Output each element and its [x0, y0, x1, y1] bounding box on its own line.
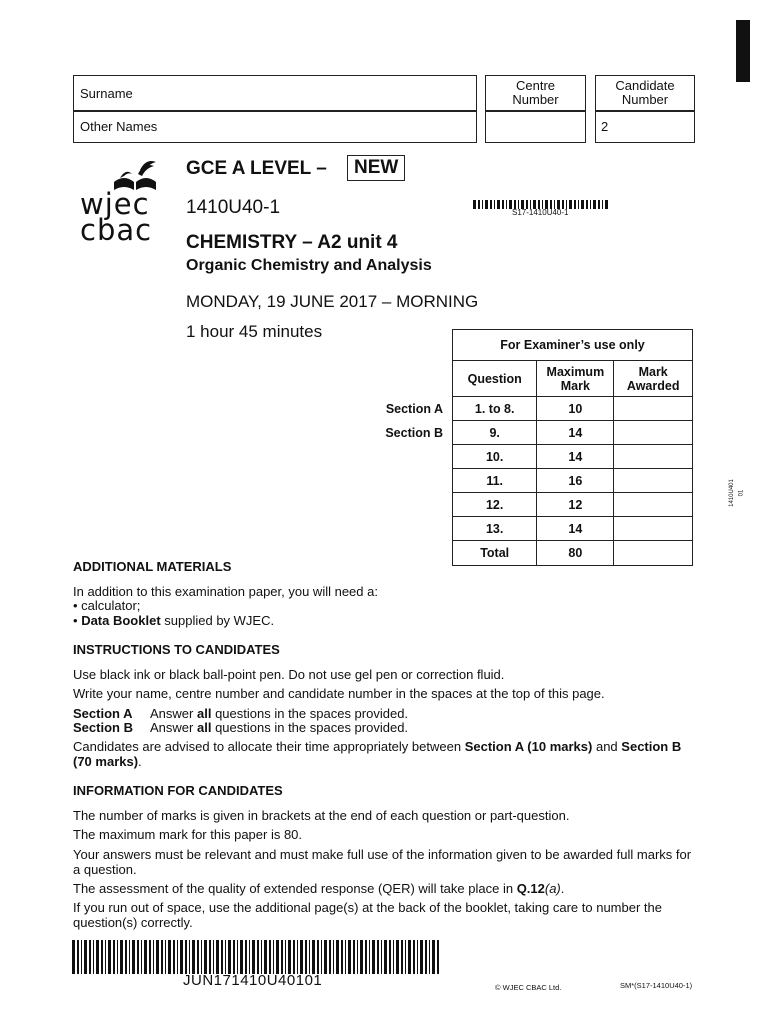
barcode-stripe	[578, 200, 579, 209]
table-row	[453, 493, 693, 517]
barcode-stripe	[257, 940, 259, 974]
barcode-stripe	[225, 940, 226, 974]
barcode-stripe	[269, 940, 271, 974]
centre-number-label: Centre Number	[512, 78, 559, 107]
section-a-rest: questions in the spaces provided.	[215, 706, 409, 721]
registration-mark	[736, 20, 750, 82]
additional-materials-item1: • calculator;	[73, 598, 141, 613]
barcode-stripe	[117, 940, 118, 974]
barcode-stripe	[381, 940, 382, 974]
barcode-stripe	[161, 940, 163, 974]
barcode-stripe	[341, 940, 343, 974]
advice-and: and	[595, 739, 618, 754]
barcode-stripe	[165, 940, 166, 974]
barcode-stripe	[324, 940, 327, 974]
barcode-stripe	[189, 940, 190, 974]
main-barcode	[72, 940, 443, 974]
mark-awarded-cell[interactable]	[614, 445, 693, 469]
information-heading: INFORMATION FOR CANDIDATES	[73, 783, 283, 798]
question-cell: 12.	[453, 493, 537, 517]
surname-label: Surname	[80, 86, 133, 101]
barcode-stripe	[357, 940, 358, 974]
instructions-heading: INSTRUCTIONS TO CANDIDATES	[73, 642, 280, 657]
barcode-stripe	[413, 940, 415, 974]
answer-text: Answer	[150, 720, 194, 735]
barcode-stripe	[336, 940, 339, 974]
barcode-stripe	[569, 200, 572, 209]
all-text: all	[196, 706, 212, 721]
barcode-stripe	[204, 940, 207, 974]
logo-wjec-text: wjec	[80, 187, 150, 221]
data-booklet-text: Data Booklet	[81, 613, 161, 628]
barcode-stripe	[177, 940, 178, 974]
barcode-stripe	[305, 940, 307, 974]
barcode-stripe	[345, 940, 346, 974]
barcode-stripe	[101, 940, 103, 974]
barcode-stripe	[192, 940, 195, 974]
barcode-stripe	[81, 940, 82, 974]
barcode-stripe	[113, 940, 115, 974]
bullet: •	[73, 613, 78, 628]
barcode-stripe	[401, 940, 403, 974]
barcode-stripe	[209, 940, 211, 974]
paper-code: 1410U40-1	[186, 197, 281, 218]
barcode-stripe	[105, 940, 106, 974]
centre-number-field[interactable]	[485, 110, 586, 143]
barcode-stripe	[293, 940, 295, 974]
barcode-stripe	[273, 940, 274, 974]
question-cell: 1. to 8.	[453, 397, 537, 421]
barcode-stripe	[72, 940, 75, 974]
barcode-stripe	[276, 940, 279, 974]
barcode-stripe	[574, 200, 576, 209]
all-text: all	[196, 720, 212, 735]
qer-question: Q.12	[516, 881, 545, 896]
main-barcode-text: JUN171410U40101	[183, 972, 323, 989]
barcode-stripe	[389, 940, 391, 974]
barcode-stripe	[300, 940, 303, 974]
barcode-stripe	[581, 200, 584, 209]
information-line4	[73, 881, 564, 896]
instructions-line2: Write your name, centre number and candidate number in the spaces at the top of this page.	[73, 686, 605, 701]
barcode-stripe	[312, 940, 315, 974]
barcode-stripe	[297, 940, 298, 974]
side-code-line2: 01	[738, 489, 745, 497]
barcode-stripe	[144, 940, 147, 974]
barcode-stripe	[216, 940, 219, 974]
barcode-stripe	[598, 200, 600, 209]
instructions-section-a	[73, 706, 408, 721]
barcode-stripe	[408, 940, 411, 974]
barcode-stripe	[149, 940, 151, 974]
barcode-stripe	[333, 940, 334, 974]
barcode-stripe	[89, 940, 91, 974]
level-title: GCE A LEVEL –	[186, 158, 327, 179]
advice-end: .	[138, 754, 142, 769]
logo-cbac-text: cbac	[80, 213, 153, 247]
barcode-stripe	[285, 940, 286, 974]
centre-number-header	[485, 75, 586, 112]
section-a-text: Section A	[73, 706, 133, 721]
barcode-stripe	[405, 940, 406, 974]
information-line2: The maximum mark for this paper is 80.	[73, 827, 303, 842]
instructions-section-b	[73, 720, 408, 735]
barcode-stripe	[153, 940, 154, 974]
barcode-stripe	[482, 200, 483, 209]
examiner-table	[452, 329, 693, 566]
barcode-stripe	[156, 940, 159, 974]
barcode-stripe	[377, 940, 379, 974]
barcode-stripe	[309, 940, 310, 974]
table-row	[453, 397, 693, 421]
exam-duration: 1 hour 45 minutes	[186, 322, 323, 341]
barcode-stripe	[221, 940, 223, 974]
copyright: © WJEC CBAC Ltd.	[495, 983, 562, 992]
wjec-logo	[80, 160, 160, 245]
subject-subtitle: Organic Chemistry and Analysis	[186, 257, 432, 274]
total-label: Total	[453, 541, 537, 566]
barcode-stripe	[261, 940, 262, 974]
table-row	[453, 469, 693, 493]
barcode-stripe	[417, 940, 418, 974]
barcode-stripe	[197, 940, 199, 974]
total-value: 80	[537, 541, 614, 566]
barcode-stripe	[372, 940, 375, 974]
barcode-stripe	[201, 940, 202, 974]
max-mark-cell: 10	[537, 397, 614, 421]
candidate-number-header	[595, 75, 695, 112]
barcode-stripe	[494, 200, 495, 209]
candidate-number-field[interactable]	[595, 110, 695, 143]
barcode-stripe	[360, 940, 363, 974]
subject-title: CHEMISTRY – A2 unit 4	[186, 232, 398, 253]
question-cell: 11.	[453, 469, 537, 493]
barcode-stripe	[129, 940, 130, 974]
additional-materials-item2	[73, 613, 274, 628]
mark-awarded-cell[interactable]	[614, 517, 693, 541]
barcode-stripe	[605, 200, 608, 209]
barcode-stripe	[490, 200, 492, 209]
exam-date: MONDAY, 19 JUNE 2017 – MORNING	[186, 292, 479, 311]
barcode-stripe	[120, 940, 123, 974]
barcode-stripe	[237, 940, 238, 974]
col-awarded-header: Mark Awarded	[614, 361, 693, 397]
table-row	[453, 421, 693, 445]
barcode-stripe	[425, 940, 427, 974]
additional-materials-intro: In addition to this examination paper, you will need a:	[73, 584, 378, 599]
barcode-stripe	[96, 940, 99, 974]
barcode-stripe	[233, 940, 235, 974]
barcode-stripe	[593, 200, 596, 209]
section-b-label: Section B	[385, 426, 443, 440]
barcode-stripe	[132, 940, 135, 974]
qer-part: (a)	[544, 881, 561, 896]
barcode-stripe	[396, 940, 399, 974]
examiner-caption: For Examiner’s use only	[453, 330, 693, 361]
side-code-line1: 1410U401	[728, 479, 735, 507]
barcode-stripe	[173, 940, 175, 974]
max-mark-cell: 16	[537, 469, 614, 493]
section-b-text: Section B	[73, 720, 133, 735]
section-a-label: Section A	[385, 402, 443, 416]
candidate-number-label: Candidate Number	[615, 78, 675, 107]
barcode-stripe	[420, 940, 423, 974]
barcode-stripe	[506, 200, 507, 209]
max-mark-cell: 12	[537, 493, 614, 517]
advice-section-b: Section B (70 marks)	[73, 739, 682, 769]
barcode-stripe	[485, 200, 488, 209]
barcode-stripe	[384, 940, 387, 974]
instructions-line1: Use black ink or black ball-point pen. Do not use gel pen or correction fluid.	[73, 667, 505, 682]
barcode-stripe	[317, 940, 319, 974]
mark-awarded-cell[interactable]	[614, 493, 693, 517]
other-names-field[interactable]	[73, 110, 477, 143]
barcode-stripe	[137, 940, 139, 974]
barcode-stripe	[168, 940, 171, 974]
mark-awarded-cell[interactable]	[614, 397, 693, 421]
section-b-rest: questions in the spaces provided.	[215, 720, 409, 735]
barcode-stripe	[602, 200, 603, 209]
barcode-stripe	[264, 940, 267, 974]
barcode-stripe	[249, 940, 250, 974]
col-question-header: Question	[453, 361, 537, 397]
max-mark-cell: 14	[537, 421, 614, 445]
footer-ref: SM*(S17-1410U40-1)	[620, 981, 693, 990]
answer-text: Answer	[150, 706, 194, 721]
barcode-stripe	[141, 940, 142, 974]
advice-section-a: Section A (10 marks)	[464, 739, 593, 754]
barcode-stripe	[369, 940, 370, 974]
candidate-number-value: 2	[601, 119, 609, 134]
barcode-stripe	[185, 940, 187, 974]
question-cell: 13.	[453, 517, 537, 541]
max-mark-cell: 14	[537, 517, 614, 541]
mark-awarded-cell[interactable]	[614, 469, 693, 493]
new-badge: NEW	[347, 155, 405, 181]
barcode-stripe	[437, 940, 439, 974]
table-row	[453, 445, 693, 469]
barcode-stripe	[393, 940, 394, 974]
barcode-stripe	[321, 940, 322, 974]
barcode-stripe	[213, 940, 214, 974]
barcode-stripe	[245, 940, 247, 974]
barcode-stripe	[586, 200, 588, 209]
barcode-stripe	[281, 940, 283, 974]
barcode-stripe	[125, 940, 127, 974]
instructions-advice	[73, 739, 698, 769]
barcode-stripe	[93, 940, 94, 974]
barcode-stripe	[228, 940, 231, 974]
item2-rest: supplied by WJEC.	[164, 613, 275, 628]
information-line1: The number of marks is given in brackets at the end of each question or part-question.	[73, 808, 570, 823]
total-row	[453, 541, 693, 566]
qer-text: The assessment of the quality of extended response (QER) will take place in	[73, 881, 514, 896]
barcode-stripe	[329, 940, 331, 974]
information-line5: If you run out of space, use the additional page(s) at the back of the booklet, taking care to number the question(s) correctly.	[73, 900, 662, 930]
barcode-stripe	[432, 940, 435, 974]
barcode-stripe	[240, 940, 243, 974]
col-max-header: Maximum Mark	[537, 361, 614, 397]
barcode-stripe	[478, 200, 480, 209]
additional-materials-heading: ADDITIONAL MATERIALS	[73, 559, 232, 574]
barcode-stripe	[590, 200, 591, 209]
barcode-stripe	[180, 940, 183, 974]
barcode-stripe	[288, 940, 291, 974]
table-row	[453, 517, 693, 541]
barcode-stripe	[497, 200, 500, 209]
advice-text: Candidates are advised to allocate their time appropriately between	[73, 739, 462, 754]
information-line3: Your answers must be relevant and must make full use of the information given to be awarded full marks for a question.	[73, 847, 692, 877]
total-awarded-cell[interactable]	[614, 541, 693, 566]
barcode-stripe	[502, 200, 504, 209]
barcode-stripe	[473, 200, 476, 209]
question-cell: 10.	[453, 445, 537, 469]
barcode-stripe	[252, 940, 255, 974]
small-barcode-text: S17-1410U40-1	[512, 208, 569, 217]
question-cell: 9.	[453, 421, 537, 445]
barcode-stripe	[429, 940, 430, 974]
barcode-stripe	[108, 940, 111, 974]
barcode-stripe	[348, 940, 351, 974]
barcode-stripe	[84, 940, 87, 974]
barcode-stripe	[365, 940, 367, 974]
surname-field[interactable]	[73, 75, 477, 112]
barcode-stripe	[353, 940, 355, 974]
side-code	[728, 478, 758, 518]
max-mark-cell: 14	[537, 445, 614, 469]
qer-end: .	[560, 881, 565, 896]
mark-awarded-cell[interactable]	[614, 421, 693, 445]
barcode-stripe	[77, 940, 79, 974]
other-names-label: Other Names	[80, 119, 158, 134]
